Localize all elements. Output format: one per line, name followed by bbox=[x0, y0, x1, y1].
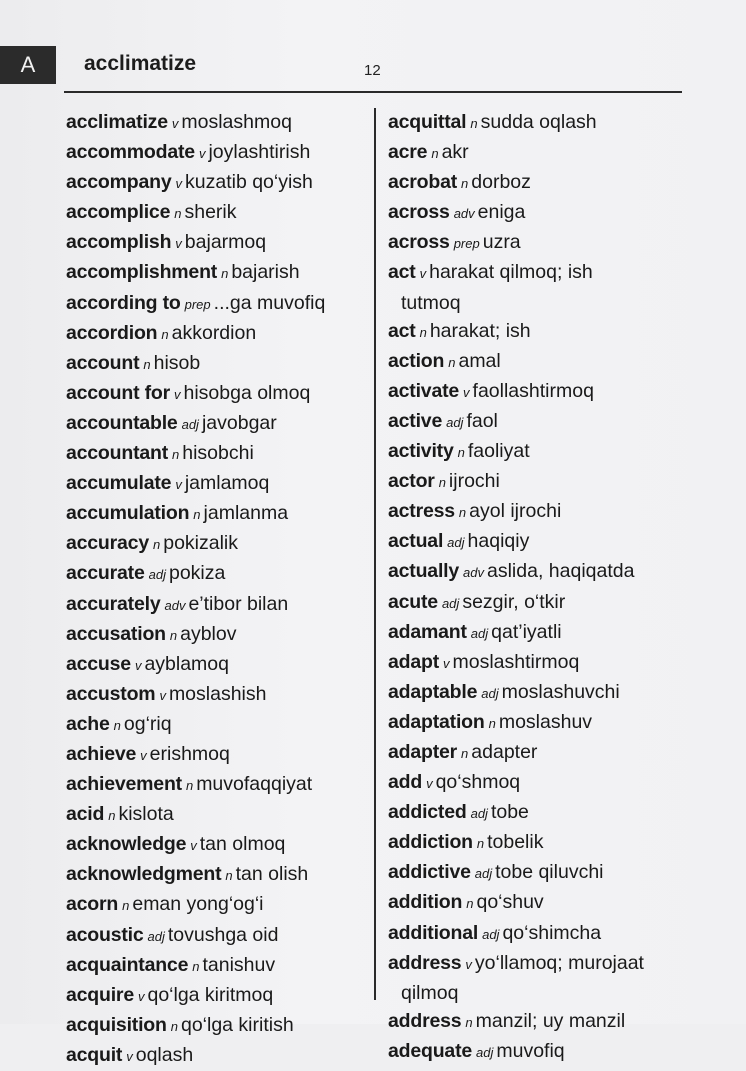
dictionary-entry bbox=[388, 377, 688, 407]
running-headword: acclimatize bbox=[84, 52, 197, 75]
entry-definition: qat’iyatli bbox=[491, 620, 562, 643]
entry-headword: actor bbox=[388, 470, 435, 493]
dictionary-entry bbox=[66, 499, 366, 529]
entry-definition: bajarish bbox=[231, 261, 300, 284]
dictionary-entry bbox=[66, 590, 366, 620]
entry-headword: add bbox=[388, 771, 423, 794]
entry-definition: tan olmoq bbox=[199, 833, 286, 856]
entry-part-of-speech: v bbox=[173, 386, 181, 402]
entry-part-of-speech: v bbox=[159, 687, 166, 703]
entry-headword: adaptable bbox=[388, 680, 478, 703]
dictionary-entry bbox=[388, 919, 688, 949]
entry-headword: adapt bbox=[388, 650, 440, 673]
dictionary-entry bbox=[66, 1041, 366, 1071]
entry-part-of-speech: v bbox=[198, 146, 206, 162]
entry-definition: pokizalik bbox=[163, 532, 239, 555]
entry-headword: acquittal bbox=[388, 111, 467, 133]
entry-definition: harakat qilmoq; ish bbox=[429, 261, 593, 284]
entry-headword: actress bbox=[388, 500, 455, 523]
dictionary-entry bbox=[66, 379, 366, 409]
entry-part-of-speech: v bbox=[175, 176, 182, 192]
entry-definition: faollashtirmoq bbox=[472, 379, 594, 402]
entry-definition: sherik bbox=[184, 201, 237, 224]
entry-part-of-speech: adj bbox=[470, 806, 488, 822]
entry-headword: accuracy bbox=[66, 532, 149, 555]
entry-definition: qo‘shimcha bbox=[502, 921, 602, 944]
left-column bbox=[66, 108, 366, 1071]
entry-definition: moslashtirmoq bbox=[452, 650, 580, 673]
entry-definition: amal bbox=[458, 349, 501, 372]
entry-part-of-speech: n bbox=[161, 326, 169, 342]
dictionary-entry bbox=[388, 798, 688, 828]
dictionary-entry bbox=[66, 198, 366, 228]
dictionary-entry bbox=[66, 890, 366, 920]
entry-definition: akr bbox=[441, 141, 469, 164]
dictionary-entry bbox=[388, 949, 688, 1007]
entry-definition: tobelik bbox=[487, 831, 544, 854]
entry-definition: haqiqiy bbox=[467, 530, 530, 553]
entry-part-of-speech: n bbox=[448, 354, 456, 370]
entry-headword: accomplice bbox=[66, 201, 171, 224]
entry-definition: bajarmoq bbox=[184, 231, 267, 254]
entry-part-of-speech: n bbox=[461, 745, 469, 761]
entry-part-of-speech: n bbox=[108, 808, 116, 824]
entry-part-of-speech: adv bbox=[463, 565, 484, 581]
entry-headword: accuse bbox=[66, 652, 131, 675]
dictionary-entry bbox=[66, 108, 366, 138]
entry-definition: ...ga muvofiq bbox=[213, 291, 326, 314]
entry-headword: addition bbox=[388, 891, 463, 914]
entry-part-of-speech: n bbox=[192, 958, 200, 974]
entry-part-of-speech: v bbox=[426, 776, 433, 792]
entry-headword: accommodate bbox=[66, 141, 195, 164]
entry-definition: ijrochi bbox=[448, 470, 500, 493]
dictionary-entry bbox=[66, 680, 366, 710]
entry-definition: jamlanma bbox=[203, 502, 289, 525]
entry-part-of-speech: n bbox=[419, 324, 427, 340]
dictionary-entry bbox=[66, 981, 366, 1011]
dictionary-entry bbox=[66, 469, 366, 499]
entry-part-of-speech: v bbox=[140, 747, 147, 763]
entry-headword: accordion bbox=[66, 321, 158, 344]
column-divider bbox=[374, 108, 376, 1000]
entry-part-of-speech: adj bbox=[481, 685, 499, 701]
entry-part-of-speech: v bbox=[465, 956, 472, 972]
dictionary-entry bbox=[66, 289, 366, 319]
entry-part-of-speech: v bbox=[175, 477, 182, 493]
entry-definition: sudda oqlash bbox=[480, 111, 597, 133]
dictionary-entry bbox=[388, 407, 688, 437]
dictionary-entry bbox=[66, 1011, 366, 1041]
entry-definition: faoliyat bbox=[467, 440, 530, 463]
entry-part-of-speech: n bbox=[170, 1018, 178, 1034]
entry-part-of-speech: adj bbox=[147, 928, 165, 944]
entry-part-of-speech: n bbox=[185, 778, 194, 794]
entry-definition: yo‘llamoq; murojaat bbox=[474, 951, 644, 974]
entry-part-of-speech: v bbox=[419, 266, 427, 282]
entry-definition: harakat; ish bbox=[429, 319, 531, 342]
dictionary-entry bbox=[388, 347, 688, 377]
entry-part-of-speech: v bbox=[126, 1048, 133, 1064]
entry-part-of-speech: n bbox=[431, 146, 439, 162]
entry-headword: addictive bbox=[388, 861, 471, 884]
dictionary-entry bbox=[66, 559, 366, 589]
entry-part-of-speech: v bbox=[171, 116, 179, 131]
entry-definition: adapter bbox=[471, 740, 538, 763]
dictionary-entry bbox=[66, 138, 366, 168]
dictionary-entry bbox=[388, 738, 688, 768]
dictionary-entry bbox=[388, 138, 688, 168]
dictionary-entry bbox=[66, 409, 366, 439]
entry-definition: ayol ijrochi bbox=[469, 500, 562, 523]
entry-part-of-speech: v bbox=[463, 384, 470, 400]
entry-definition: tovushga oid bbox=[167, 923, 279, 946]
entry-headword: addiction bbox=[388, 831, 473, 854]
dictionary-entry bbox=[388, 588, 688, 618]
dictionary-entry bbox=[388, 168, 688, 198]
entry-part-of-speech: n bbox=[458, 505, 467, 521]
entry-part-of-speech: v bbox=[443, 655, 450, 671]
entry-part-of-speech: n bbox=[152, 537, 161, 553]
entry-definition: kuzatib qo‘yish bbox=[185, 171, 313, 194]
entry-part-of-speech: n bbox=[457, 445, 465, 461]
entry-definition: ayblov bbox=[180, 622, 237, 645]
dictionary-entry bbox=[66, 258, 366, 288]
dictionary-entry bbox=[388, 467, 688, 497]
entry-part-of-speech: v bbox=[137, 988, 145, 1004]
dictionary-entry bbox=[388, 648, 688, 678]
entry-headword: actually bbox=[388, 560, 460, 583]
dictionary-entry bbox=[388, 557, 688, 587]
entry-definition: akkordion bbox=[171, 321, 257, 344]
dictionary-entry bbox=[388, 527, 688, 557]
entry-headword: acute bbox=[388, 590, 438, 613]
dictionary-entry bbox=[66, 439, 366, 469]
entry-definition: erishmoq bbox=[149, 742, 230, 765]
entry-headword: acclimatize bbox=[66, 111, 168, 133]
entry-definition: hisobchi bbox=[182, 442, 254, 465]
entry-headword: acre bbox=[388, 141, 428, 164]
entry-headword: actual bbox=[388, 530, 444, 553]
entry-part-of-speech: n bbox=[172, 447, 180, 463]
entry-part-of-speech: v bbox=[190, 838, 197, 854]
entry-definition: ayblamoq bbox=[144, 652, 229, 675]
entry-part-of-speech: n bbox=[465, 1014, 473, 1030]
entry-headword: accustom bbox=[66, 682, 156, 705]
dictionary-entry bbox=[388, 198, 688, 228]
entry-part-of-speech: adj bbox=[446, 414, 464, 430]
entry-definition: tobe qiluvchi bbox=[495, 861, 604, 884]
dictionary-entry bbox=[66, 860, 366, 890]
entry-headword: according to bbox=[66, 291, 181, 314]
dictionary-entry bbox=[66, 800, 366, 830]
entry-definition: qo‘lga kiritish bbox=[180, 1013, 294, 1036]
entry-part-of-speech: n bbox=[122, 898, 130, 914]
dictionary-entry bbox=[66, 529, 366, 559]
dictionary-entry bbox=[66, 228, 366, 258]
dictionary-entry bbox=[388, 437, 688, 467]
entry-definition: qo‘shmoq bbox=[435, 771, 521, 794]
entry-headword: accompany bbox=[66, 171, 172, 194]
dictionary-entry bbox=[388, 1037, 688, 1067]
entry-headword: additional bbox=[388, 921, 479, 944]
entry-definition: kislota bbox=[118, 803, 174, 826]
dictionary-entry bbox=[388, 708, 688, 738]
entry-part-of-speech: adj bbox=[447, 535, 465, 551]
entry-headword: adapter bbox=[388, 740, 458, 763]
entry-part-of-speech: v bbox=[134, 657, 142, 673]
dictionary-entry bbox=[66, 710, 366, 740]
entry-headword: accomplishment bbox=[66, 261, 218, 284]
entry-definition: moslashish bbox=[168, 682, 267, 705]
entry-definition: uzra bbox=[482, 231, 521, 254]
entry-headword: activity bbox=[388, 440, 454, 463]
entry-headword: acquaintance bbox=[66, 953, 189, 976]
entry-part-of-speech: prep bbox=[184, 296, 211, 312]
dictionary-entry bbox=[388, 228, 688, 258]
entry-definition: javobgar bbox=[201, 411, 277, 434]
entry-definition: tan olish bbox=[235, 863, 309, 886]
entry-part-of-speech: adj bbox=[476, 1044, 494, 1060]
dictionary-entry bbox=[66, 921, 366, 951]
entry-definition: moslashmoq bbox=[181, 111, 292, 133]
entry-headword: accurately bbox=[66, 592, 161, 615]
entry-definition: tanishuv bbox=[202, 953, 276, 976]
dictionary-entry bbox=[66, 650, 366, 680]
entry-headword: acquisition bbox=[66, 1013, 167, 1036]
entry-headword: acquire bbox=[66, 983, 134, 1006]
dictionary-entry bbox=[66, 319, 366, 349]
entry-definition-continued: qilmoq bbox=[401, 981, 459, 1004]
dictionary-entry bbox=[66, 951, 366, 981]
entry-headword: activate bbox=[388, 379, 460, 402]
entry-headword: ache bbox=[66, 712, 110, 735]
entry-definition: hisob bbox=[153, 351, 201, 374]
entry-part-of-speech: n bbox=[476, 836, 485, 852]
entry-headword: acknowledgment bbox=[66, 863, 222, 886]
entry-headword: achieve bbox=[66, 742, 137, 765]
entry-definition: sezgir, o‘tkir bbox=[462, 590, 566, 613]
dictionary-entry bbox=[388, 317, 688, 347]
entry-definition: jamlamoq bbox=[184, 472, 270, 495]
entry-part-of-speech: n bbox=[143, 356, 151, 372]
entry-headword: accountable bbox=[66, 411, 178, 434]
dictionary-entry bbox=[388, 678, 688, 708]
entry-headword: accurate bbox=[66, 562, 145, 585]
entry-part-of-speech: n bbox=[221, 266, 229, 282]
entry-part-of-speech: n bbox=[461, 176, 469, 192]
entry-headword: address bbox=[388, 1009, 462, 1032]
entry-part-of-speech: n bbox=[174, 206, 182, 222]
entry-part-of-speech: n bbox=[225, 868, 233, 884]
dictionary-entry bbox=[388, 768, 688, 798]
entry-headword: acrobat bbox=[388, 171, 458, 194]
entry-headword: accusation bbox=[66, 622, 166, 645]
dictionary-entry bbox=[388, 888, 688, 918]
page-number: 12 bbox=[364, 62, 381, 79]
entry-part-of-speech: adj bbox=[441, 595, 460, 611]
entry-headword: acoustic bbox=[66, 923, 144, 946]
entry-headword: across bbox=[388, 231, 450, 254]
entry-definition: muvofiq bbox=[496, 1039, 565, 1062]
entry-part-of-speech: prep bbox=[453, 236, 480, 252]
entry-headword: acknowledge bbox=[66, 833, 187, 856]
entry-part-of-speech: adv bbox=[164, 597, 186, 613]
entry-definition: manzil; uy manzil bbox=[475, 1009, 626, 1032]
entry-part-of-speech: adj bbox=[148, 567, 166, 583]
entry-part-of-speech: adv bbox=[453, 206, 475, 222]
dictionary-entry bbox=[388, 108, 688, 138]
entry-definition: e’tibor bilan bbox=[188, 592, 289, 615]
entry-definition: eniga bbox=[477, 201, 526, 224]
entry-headword: account for bbox=[66, 381, 170, 404]
entry-headword: action bbox=[388, 349, 445, 372]
entry-definition: tobe bbox=[490, 801, 529, 824]
entry-definition: pokiza bbox=[168, 562, 226, 585]
entry-definition: eman yong‘og‘i bbox=[132, 893, 264, 916]
entry-definition: aslida, haqiqatda bbox=[487, 560, 635, 583]
entry-headword: accumulate bbox=[66, 472, 172, 495]
entry-headword: adamant bbox=[388, 620, 467, 643]
entry-part-of-speech: n bbox=[470, 116, 478, 131]
dictionary-entry bbox=[388, 258, 688, 316]
entry-headword: account bbox=[66, 351, 140, 374]
dictionary-entry bbox=[388, 1007, 688, 1037]
right-column bbox=[388, 108, 688, 1067]
entry-part-of-speech: n bbox=[169, 627, 178, 643]
dictionary-entry bbox=[66, 349, 366, 379]
entry-headword: acorn bbox=[66, 893, 119, 916]
dictionary-entry bbox=[66, 168, 366, 198]
entry-definition: joylashtirish bbox=[208, 141, 311, 164]
entry-definition: muvofaqqiyat bbox=[196, 773, 313, 796]
entry-headword: accumulation bbox=[66, 502, 190, 525]
entry-part-of-speech: n bbox=[193, 507, 201, 523]
entry-part-of-speech: adj bbox=[474, 866, 493, 882]
section-letter-tab: A bbox=[0, 46, 56, 84]
entry-definition: oqlash bbox=[135, 1043, 194, 1066]
entry-headword: accountant bbox=[66, 442, 169, 465]
entry-part-of-speech: v bbox=[175, 236, 182, 252]
entry-headword: acid bbox=[66, 803, 105, 826]
dictionary-entry bbox=[388, 828, 688, 858]
entry-headword: address bbox=[388, 951, 462, 974]
entry-headword: active bbox=[388, 409, 443, 432]
entry-headword: adequate bbox=[388, 1039, 473, 1062]
entry-definition: dorboz bbox=[471, 171, 531, 194]
entry-headword: act bbox=[388, 319, 416, 342]
entry-definition: faol bbox=[466, 409, 498, 432]
dictionary-entry bbox=[388, 618, 688, 648]
entry-part-of-speech: adj bbox=[482, 926, 500, 942]
entry-headword: addicted bbox=[388, 801, 467, 824]
entry-headword: accomplish bbox=[66, 231, 172, 254]
entry-headword: adaptation bbox=[388, 710, 485, 733]
entry-definition: qo‘shuv bbox=[476, 891, 544, 914]
entry-part-of-speech: adj bbox=[181, 416, 199, 432]
entry-definition: hisobga olmoq bbox=[183, 381, 311, 404]
dictionary-entry bbox=[66, 620, 366, 650]
entry-part-of-speech: n bbox=[438, 475, 446, 491]
dictionary-entry bbox=[66, 770, 366, 800]
entry-headword: acquit bbox=[66, 1043, 123, 1066]
entry-definition: og‘riq bbox=[123, 712, 172, 735]
entry-headword: achievement bbox=[66, 773, 182, 796]
entry-definition-continued: tutmoq bbox=[401, 291, 461, 314]
dictionary-entry bbox=[388, 858, 688, 888]
header-rule bbox=[64, 91, 682, 93]
entry-headword: across bbox=[388, 201, 450, 224]
entry-definition: moslashuvchi bbox=[501, 680, 620, 703]
entry-part-of-speech: n bbox=[488, 715, 496, 731]
dictionary-entry bbox=[388, 497, 688, 527]
entry-definition: moslashuv bbox=[498, 710, 593, 733]
entry-headword: act bbox=[388, 261, 416, 284]
entry-part-of-speech: n bbox=[466, 896, 474, 912]
entry-part-of-speech: adj bbox=[470, 625, 489, 641]
entry-definition: qo‘lga kiritmoq bbox=[147, 983, 274, 1006]
dictionary-entry bbox=[66, 830, 366, 860]
dictionary-entry bbox=[66, 740, 366, 770]
entry-part-of-speech: n bbox=[113, 717, 121, 733]
